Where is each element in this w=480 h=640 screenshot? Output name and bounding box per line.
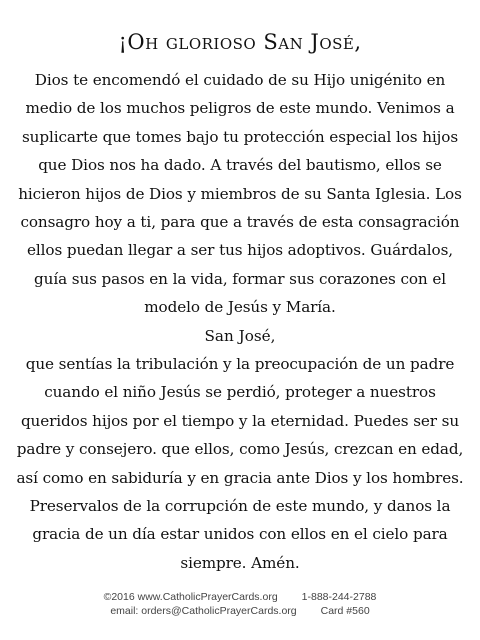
prayer-paragraph-2-heading: San José, [204,327,276,345]
email-link[interactable]: email: orders@CatholicPrayerCards.org [110,605,297,617]
card-footer [0,590,480,618]
prayer-paragraph-1: Dios te encomendó el cuidado de su Hijo unigénito en medio de los muchos peligros de este mundo. Venimos a suplicarte que tomes bajo tu protección especial los hijos que Dios nos ha dado. A través del bautismo, ellos se hicieron hijos de Dios y miembros de su Santa Iglesia. Los consagro hoy a ti, para que a través de esta consagración ellos puedan llegar a ser tus hijos adoptivos. Guárdalos, guía sus pasos en la vida, formar sus corazones con el modelo de Jesús y María. [18,71,462,317]
card-number: Card #560 [320,605,370,617]
phone-number: 1-888-244-2788 [301,591,377,603]
copyright-link[interactable]: ©2016 www.CatholicPrayerCards.org [103,591,278,603]
prayer-paragraph-2: que sentías la tribulación y la preocupación de un padre cuando el niño Jesús se perdió, proteger a nuestros queridos hijos por el tiempo y la eternidad. Puedes ser su padre y consejero. que ellos, como Jesús, crezcan en edad, así como en sabiduría y en gracia ante Dios y los hombres. Preservalos de la corrupción de este mundo, y danos la gracia de un día estar unidos con ellos en el cielo para siempre. Amén. [16,355,464,572]
footer-row-2 [0,604,480,618]
footer-row-1 [0,590,480,604]
prayer-title: ¡Oh glorioso San José, [118,30,362,54]
